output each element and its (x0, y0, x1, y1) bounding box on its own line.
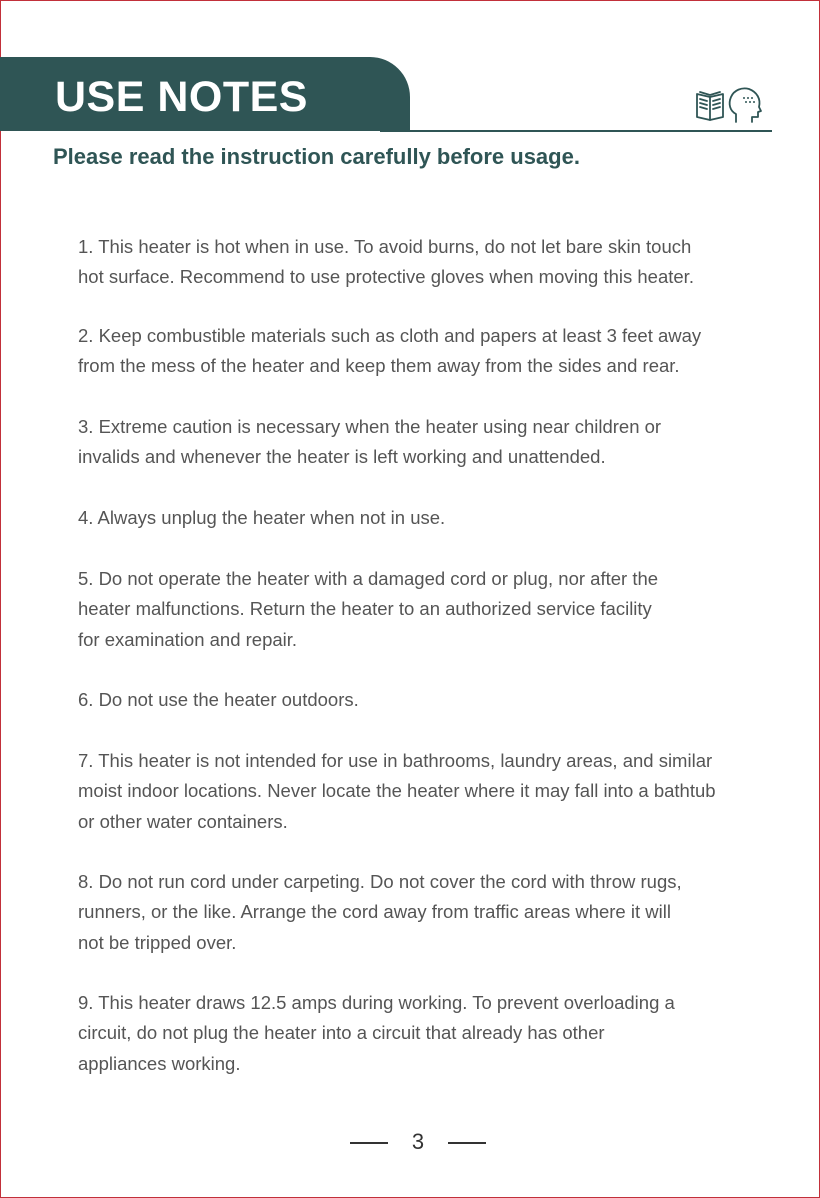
note-item: 7. This heater is not intended for use in bathrooms, laundry areas, and similar moist indoor locations. Never locate the heater where it may fall into a bathtub or other water containers. (78, 750, 716, 832)
note-item: 8. Do not run cord under carpeting. Do not cover the cord with throw rugs, runners, or the like. Arrange the cord away from traffic areas where it will not be tripped over. (78, 871, 682, 953)
page-title: USE NOTES (55, 73, 308, 121)
subtitle: Please read the instruction carefully before usage. (53, 144, 580, 169)
note-item: 2. Keep combustible materials such as cloth and papers at least 3 feet away from the mess of the heater and keep them away from the sides and rear. (78, 325, 702, 377)
header-divider (380, 130, 772, 132)
page-number: 3 (411, 1129, 425, 1154)
page-footer (350, 1126, 486, 1158)
book-and-head-icon (694, 84, 764, 124)
footer-dash-right (448, 1142, 486, 1144)
note-item: 6. Do not use the heater outdoors. (78, 689, 359, 710)
note-item: 1. This heater is hot when in use. To avoid burns, do not let bare skin touch hot surface. Recommend to use protective gloves when moving this heater. (78, 236, 694, 288)
note-item: 4. Always unplug the heater when not in use. (78, 507, 446, 528)
footer-dash-left (350, 1142, 388, 1144)
note-item: 9. This heater draws 12.5 amps during working. To prevent overloading a circuit, do not plug the heater into a circuit that already has other appliances working. (78, 992, 675, 1074)
note-item: 3. Extreme caution is necessary when the heater using near children or invalids and whenever the heater is left working and unattended. (78, 416, 662, 468)
note-item: 5. Do not operate the heater with a damaged cord or plug, nor after the heater malfunctions. Return the heater to an authorized service facility for examination and repair. (78, 568, 659, 650)
